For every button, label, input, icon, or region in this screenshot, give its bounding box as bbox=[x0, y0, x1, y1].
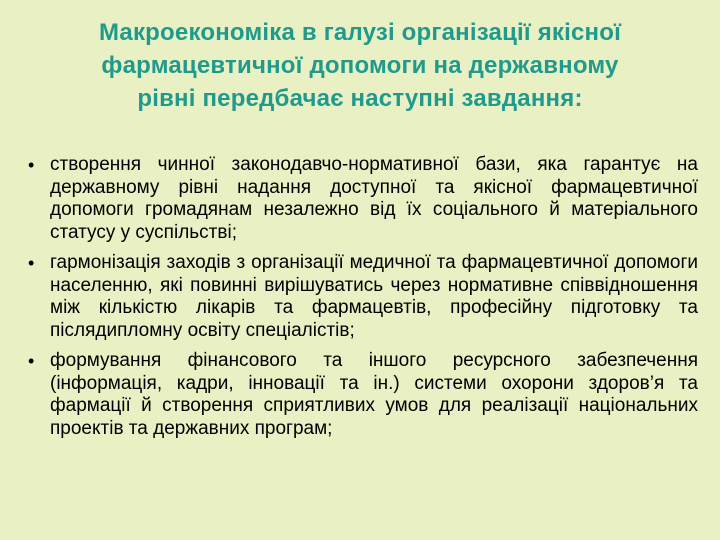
slide-title bbox=[40, 16, 680, 115]
bullet-item-1 bbox=[26, 154, 698, 244]
bullet-text: гармонізація заходів з організації медичної та фармацевтичної допомоги населенню, які повинні вирішуватись через нормативне співвідношення між кількістю лікарів та фармацевтів, професійну підготовку та післядипломну освіту спеціалістів; bbox=[50, 252, 698, 341]
bullet-dot-icon: • bbox=[28, 253, 35, 273]
bullet-item-3 bbox=[26, 350, 698, 440]
bullet-item-2 bbox=[26, 252, 698, 342]
slide-title-line-2: фармацевтичної допомоги на державному bbox=[101, 52, 619, 79]
slide-title-line-1: Макроекономіка в галузі організації якісної bbox=[98, 19, 622, 46]
bullet-dot-icon: • bbox=[28, 351, 35, 371]
bullet-dot-icon: • bbox=[28, 155, 35, 175]
bullet-text: створення чинної законодавчо-нормативної бази, яка гарантує на державному рівні надання доступної та якісної фармацевтичної допомоги громадянам незалежно від їх соціального й матеріального статусу у суспільстві; bbox=[50, 154, 698, 243]
bullet-text: формування фінансового та іншого ресурсного забезпечення (інформація, кадри, інновації та ін.) системи охорони здоров’я та фармації й створення сприятливих умов для реалізації національних проектів та державних програм; bbox=[50, 350, 698, 439]
slide-title-line-3: рівні передбачає наступні завдання: bbox=[137, 85, 583, 112]
bullet-list bbox=[26, 154, 698, 448]
